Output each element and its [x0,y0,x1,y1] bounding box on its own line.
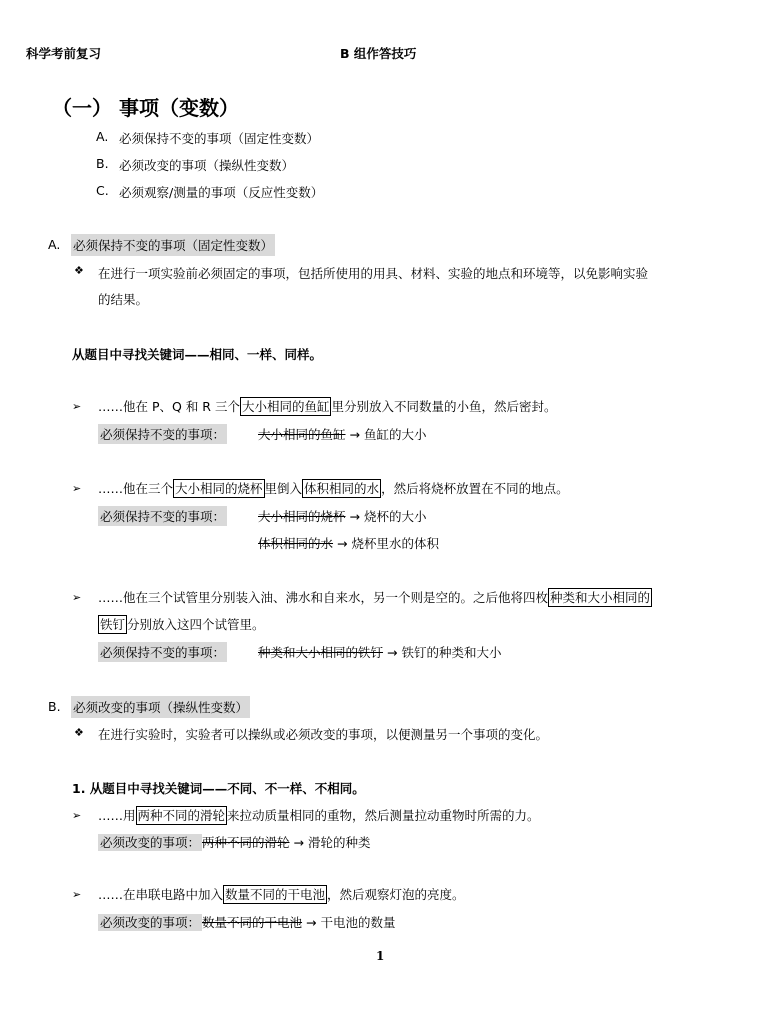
a-ex2-result1: → 烧杯的大小 [349,509,427,524]
section-a-letter: A. [48,237,61,252]
b-ex1-result: → 滑轮的种类 [293,835,371,850]
b-ex2-result: → 干电池的数量 [306,915,396,930]
arrow-bullet-icon: ➢ [72,591,82,604]
a-ex1-answer [258,425,426,443]
b-ex2-pre: ……在串联电路中加入 [98,887,224,902]
b-ex2-boxed: 数量不同的干电池 [225,887,326,902]
b-ex2-answer [98,913,395,931]
a-ex3-post: 分别放入这四个试管里。 [127,617,265,632]
section-a-heading: 必须保持不变的事项（固定性变数） [71,234,275,256]
a-ex3-result: → 铁钉的种类和大小 [387,645,502,660]
a-ex2-post: ，然后将烧杯放置在不同的地点。 [381,481,569,496]
a-ex3-sentence-line1 [98,588,652,606]
a-ex2-struck1: 大小相同的烧杯 [258,509,346,524]
page-number: 1 [376,949,385,963]
section-a-desc-line1: 在进行一项实验前必须固定的事项，包括所使用的用具、材料、实验的地点和环境等，以免影响实验 [98,266,649,281]
header-left: 科学考前复习 [26,46,102,61]
summary-item-c: 必须观察/测量的事项（反应性变数） [119,185,324,200]
a-ex2-result2: → 烧杯里水的体积 [337,536,439,551]
a-ex2-answer1 [258,507,426,525]
a-ex2-boxed2: 体积相同的水 [304,481,380,496]
b-ex2-struck: 数量不同的干电池 [202,915,303,930]
a-ex3-answer [258,643,501,661]
diamond-bullet-icon: ❖ [74,726,84,739]
a-ex3-struck: 种类和大小相同的铁钉 [258,645,384,660]
a-ex1-pre: ……他在 P、Q 和 R 三个 [98,399,240,414]
a-ex1-struck: 大小相同的鱼缸 [258,427,346,442]
arrow-bullet-icon: ➢ [72,888,82,901]
a-ex1-label: 必须保持不变的事项： [98,424,227,444]
b-ex1-label: 必须改变的事项： [100,835,201,850]
summary-letter-b: B. [96,156,109,171]
a-ex1-post: 里分别放入不同数量的小鱼，然后密封。 [331,399,557,414]
a-ex2-mid: 里倒入 [264,481,303,496]
page-title: （一） 事项（变数） [52,96,239,120]
b-ex1-answer [98,833,370,851]
a-ex2-pre: ……他在三个 [98,481,174,496]
summary-item-a: 必须保持不变的事项（固定性变数） [119,131,320,146]
b-ex2-post: ，然后观察灯泡的亮度。 [327,887,465,902]
section-b-letter: B. [48,699,61,714]
arrow-bullet-icon: ➢ [72,400,82,413]
a-ex2-answer2 [258,534,439,552]
section-b-keyword-line: 1. 从题目中寻找关键词——不同、不一样、不相同。 [72,781,365,796]
section-a-keyword-line: 从题目中寻找关键词——相同、一样、同样。 [72,347,323,362]
summary-letter-a: A. [96,129,109,144]
a-ex2-sentence [98,479,569,497]
section-b-desc: 在进行实验时，实验者可以操纵或必须改变的事项，以便测量另一个事项的变化。 [98,727,549,742]
a-ex1-sentence [98,397,557,415]
b-ex1-sentence [98,806,540,824]
b-ex2-label: 必须改变的事项： [100,915,201,930]
diamond-bullet-icon: ❖ [74,264,84,277]
a-ex3-sentence-line2 [98,615,265,633]
b-ex1-pre: ……用 [98,808,136,823]
header-center: B 组作答技巧 [340,46,417,61]
summary-item-b: 必须改变的事项（操纵性变数） [119,158,295,173]
section-a-desc-line2: 的结果。 [98,292,149,307]
a-ex3-boxed-a: 种类和大小相同的 [550,590,651,605]
a-ex2-label: 必须保持不变的事项： [98,506,227,526]
a-ex1-boxed: 大小相同的鱼缸 [241,399,330,414]
b-ex1-struck: 两种不同的滑轮 [202,835,290,850]
a-ex2-boxed1: 大小相同的烧杯 [175,481,263,496]
b-ex1-post: 来拉动质量相同的重物，然后测量拉动重物时所需的力。 [227,808,540,823]
section-b-heading: 必须改变的事项（操纵性变数） [71,696,250,718]
a-ex3-label: 必须保持不变的事项： [98,642,227,662]
arrow-bullet-icon: ➢ [72,809,82,822]
summary-letter-c: C. [96,183,109,198]
b-ex2-sentence [98,885,465,903]
a-ex3-pre: ……他在三个试管里分别装入油、沸水和自来水，另一个则是空的。之后他将四枚 [98,590,549,605]
a-ex2-struck2: 体积相同的水 [258,536,334,551]
b-ex1-boxed: 两种不同的滑轮 [137,808,226,823]
a-ex1-result: → 鱼缸的大小 [349,427,427,442]
arrow-bullet-icon: ➢ [72,482,82,495]
a-ex3-boxed-b: 铁钉 [100,617,126,632]
